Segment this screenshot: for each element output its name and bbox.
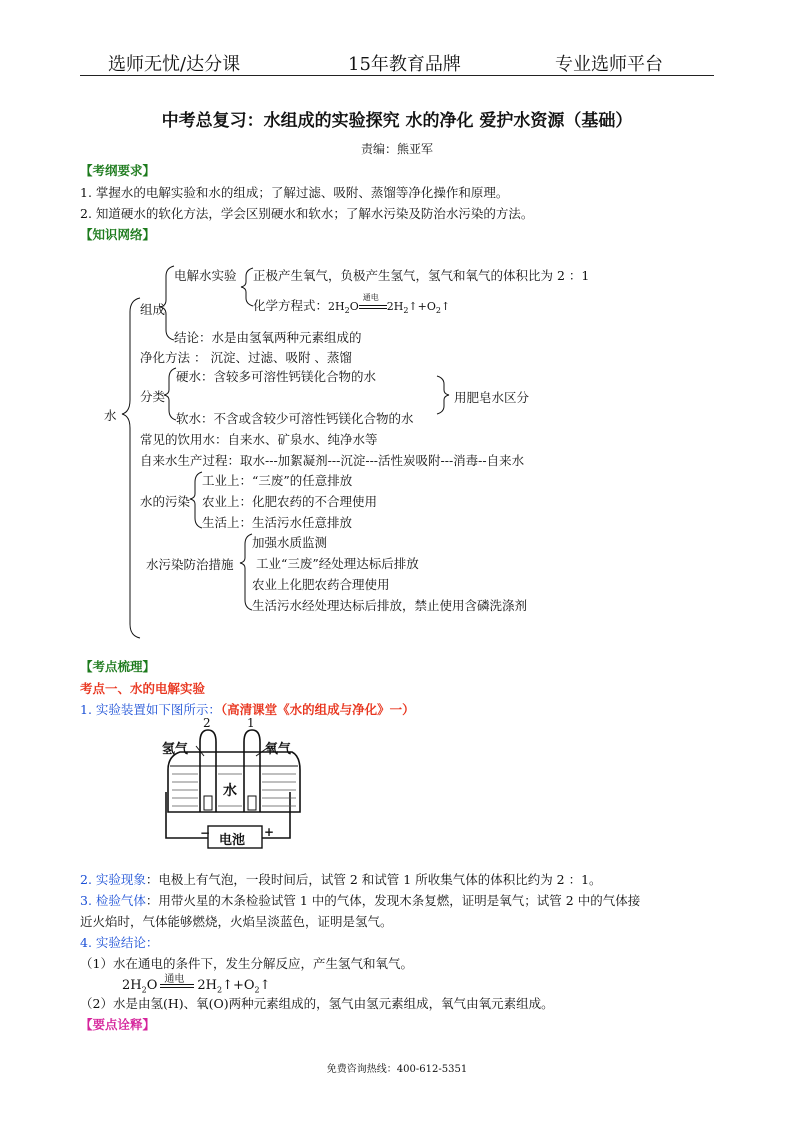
tree-hard-water: 硬水：含较多可溶性钙镁化合物的水 [176, 369, 377, 384]
tree-prevention-item-1: 加强水质监测 [252, 535, 328, 550]
section-points-heading: 【考点梳理】 [80, 659, 156, 674]
tree-electrolysis: 电解水实验 [174, 268, 237, 283]
step1-line: 1. 实验装置如下图所示：（高清课堂《水的组成与净化》一） [80, 702, 415, 717]
label-battery: 电池 [219, 833, 246, 848]
point1-title: 考点一、水的电解实验 [80, 681, 206, 696]
editor-line: 责编：熊亚军 [360, 142, 433, 156]
conclusion-1: （1）水在通电的条件下，发生分解反应，产生氢气和氧气。 [80, 956, 413, 971]
tree-purification: 净化方法 ： 沉淀、过滤、吸附 、蒸馏 [140, 350, 352, 365]
conclusion-equation: $2H_2O$ 通电 $2H_2↑+O_2↑$ [122, 973, 271, 995]
tree-pollution-item-2: 农业上：化肥农药的不合理使用 [202, 494, 378, 509]
tree-tap-process: 自来水生产过程：取水---加絮凝剂---沉淀---活性炭吸附---消毒--自来水 [140, 453, 525, 468]
tree-root: 水 [104, 408, 117, 423]
tree-pollution-item-1: 工业上：“三废”的任意排放 [202, 473, 353, 488]
tree-electrolysis-fact: 正极产生氧气，负极产生氢气，氢气和氧气的体积比为 2 ：1 [253, 268, 590, 283]
footer-hotline: 免费咨询热线：400-612-5351 [326, 1064, 468, 1075]
battery-plus: + [264, 825, 275, 839]
header-right: 专业选师平台 [555, 54, 663, 75]
tube-left-number: 2 [203, 716, 211, 730]
tube-right-number: 1 [247, 716, 255, 730]
section-network-heading: 【知识网络】 [80, 227, 156, 242]
outline-item-2: 2. 知道硬水的软化方法，学会区别硬水和软水；了解水污染及防治水污染的方法。 [80, 206, 534, 221]
label-water: 水 [223, 783, 237, 799]
step3-line: 3. 检验气体：用带火星的木条检验试管 1 中的气体，发现木条复燃，证明是氧气；试管 2 中的气体接 [80, 893, 641, 908]
tree-classification: 分类 [140, 389, 166, 404]
conclusion-2: （2）水是由氢(H)、氧(O)两种元素组成的，氢气由氢元素组成，氧气由氧元素组成。 [80, 996, 554, 1011]
tree-pollution-item-3: 生活上：生活污水任意排放 [202, 515, 353, 530]
header-left: 选师无忧/达分课 [108, 54, 241, 75]
tree-prevention: 水污染防治措施 [146, 557, 234, 572]
section-explain-heading: 【要点诠释】 [80, 1017, 156, 1032]
tree-prevention-item-2: 工业“三废”经处理达标后排放 [256, 556, 419, 571]
step4-label: 4. 实验结论： [80, 935, 159, 950]
tree-equation: 化学方程式：$2H_2O$ 通电 $2H_2↑+O_2↑$ [253, 292, 451, 316]
label-hydrogen: 氢气 [162, 742, 189, 757]
tree-prevention-item-3: 农业上化肥农药合理使用 [252, 577, 390, 592]
tree-drinking-water: 常见的饮用水：自来水、矿泉水、纯净水等 [140, 432, 378, 447]
step3-line-2: 近火焰时，气体能够燃烧，火焰呈淡蓝色，证明是氢气。 [80, 914, 393, 929]
header-center: 15年教育品牌 [348, 54, 461, 75]
battery-minus: − [200, 826, 211, 840]
tree-conclusion: 结论：水是由氢氧两种元素组成的 [174, 330, 362, 345]
section-outline-heading: 【考纲要求】 [80, 163, 156, 178]
step2-line: 2. 实验现象：电极上有气泡，一段时间后，试管 2 和试管 1 所收集气体的体积比约为 2 ：1。 [80, 872, 602, 887]
tree-soft-water: 软水：不含或含较少可溶性钙镁化合物的水 [176, 411, 414, 426]
tree-soap-test: 用肥皂水区分 [454, 390, 530, 405]
label-oxygen: 氧气 [265, 742, 292, 757]
tree-pollution: 水的污染 [140, 494, 191, 509]
tree-composition: 组成 [140, 302, 166, 317]
outline-item-1: 1. 掌握水的电解实验和水的组成；了解过滤、吸附、蒸馏等净化操作和原理。 [80, 185, 509, 200]
page-title: 中考总复习：水组成的实验探究 水的净化 爱护水资源（基础） [161, 111, 633, 131]
tree-prevention-item-4: 生活污水经处理达标后排放，禁止使用含磷洗涤剂 [252, 598, 528, 613]
